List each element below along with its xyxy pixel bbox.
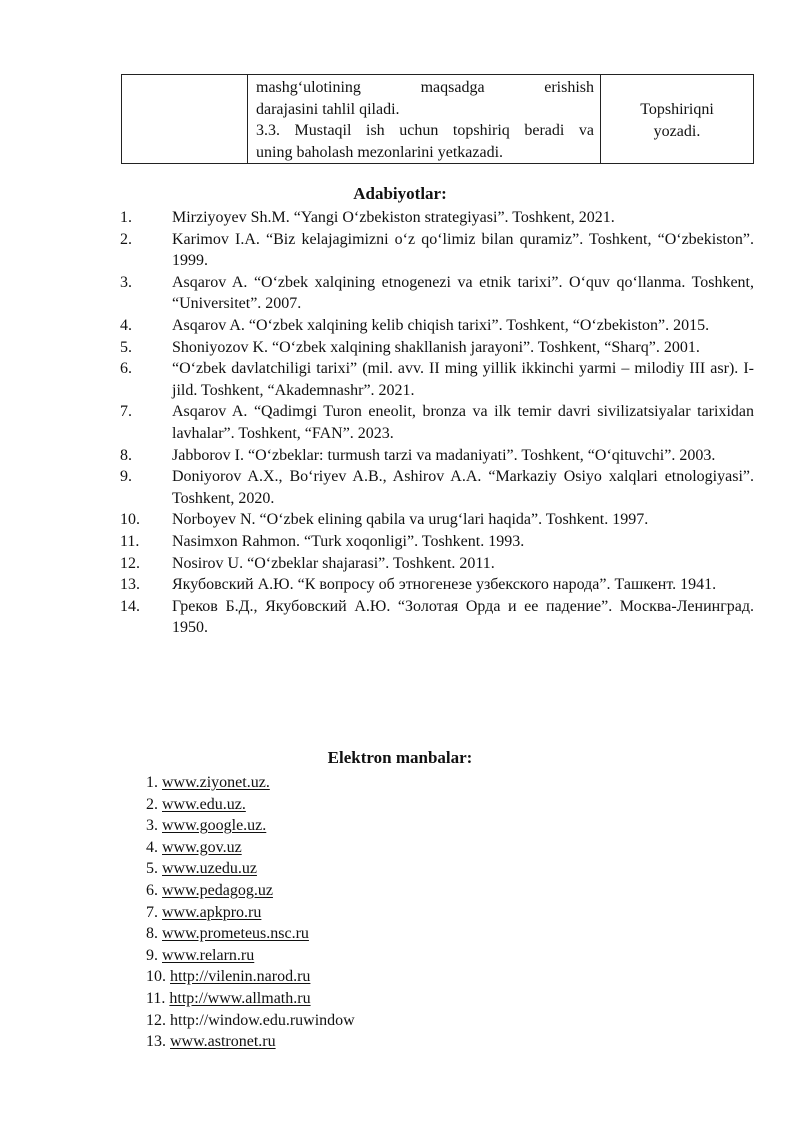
literature-item-number: 1.: [120, 209, 132, 226]
literature-item-text: Karimov I.A. “Biz kelajagimizni o‘z qo‘limiz bilan quramiz”. Toshkent, “O‘zbekiston”. 1999.: [172, 230, 754, 270]
electronic-source-number: 4.: [146, 838, 158, 856]
table-row: [122, 75, 754, 164]
electronic-source-number: 6.: [146, 881, 158, 899]
table-cell-action: [601, 75, 754, 164]
cell-line: 3.3. Mustaqil ish uchun topshiriq beradi va: [256, 122, 594, 139]
electronic-source-item: [146, 988, 355, 1010]
literature-item-number: 7.: [120, 403, 132, 421]
electronic-source-number: 5.: [146, 860, 158, 878]
electronic-source-number: 10.: [146, 968, 166, 986]
cell-line: darajasini tahlil qiladi.: [256, 100, 400, 118]
electronic-sources-heading: Elektron manbalar:: [327, 748, 473, 767]
cell-line: uning baholash mezonlarini yetkazadi.: [256, 143, 504, 161]
literature-item-number: 5.: [120, 338, 132, 356]
literature-item: [120, 553, 754, 575]
electronic-source-link[interactable]: www.prometeus.nsc.ru: [162, 925, 309, 943]
electronic-source-link[interactable]: www.edu.uz.: [162, 795, 246, 813]
literature-item-number: 13.: [120, 576, 140, 594]
electronic-source-link[interactable]: www.relarn.ru: [162, 946, 255, 964]
literature-item: [120, 315, 754, 337]
literature-item-text: Asqarov A. “O‘zbek xalqining kelib chiqish tarixi”. Toshkent, “O‘zbekiston”. 2015.: [172, 316, 710, 334]
electronic-source-item: [146, 772, 355, 794]
electronic-source-link[interactable]: www.pedagog.uz: [162, 881, 273, 899]
electronic-source-item: [146, 902, 355, 924]
literature-item: [120, 207, 754, 229]
literature-item-number: 14.: [120, 597, 140, 615]
electronic-source-link[interactable]: http://vilenin.narod.ru: [170, 968, 311, 986]
literature-item-number: 12.: [120, 554, 140, 572]
literature-item: [120, 229, 754, 272]
electronic-source-link[interactable]: www.ziyonet.uz.: [162, 774, 270, 791]
electronic-source-number: 7.: [146, 903, 158, 921]
electronic-source-number: 2.: [146, 795, 158, 813]
literature-item: [120, 509, 754, 531]
electronic-source-number: 11.: [146, 989, 166, 1007]
electronic-source-item: [146, 880, 355, 902]
electronic-source-item: [146, 837, 355, 859]
electronic-source-number: 8.: [146, 925, 158, 943]
literature-item-text: Nasimxon Rahmon. “Turk xoqonligi”. Toshkent. 1993.: [172, 532, 525, 550]
electronic-sources-list: [146, 772, 355, 1053]
literature-item-text: Asqarov A. “Qadimgi Turon eneolit, bronza va ilk temir davri sivilizatsiyalar tarixidan lavhalar”. Toshkent, “FAN”. 2023.: [172, 403, 754, 442]
literature-list: [120, 207, 754, 639]
electronic-source-link[interactable]: http://www.allmath.ru: [169, 989, 311, 1007]
literature-item: [120, 466, 754, 509]
electronic-source-number: 13.: [146, 1033, 166, 1051]
literature-item-number: 6.: [120, 360, 132, 378]
electronic-source-item: [146, 1010, 355, 1032]
literature-item-text: Греков Б.Д., Якубовский А.Ю. “Золотая Орда и ее падение”. Москва-Ленинград. 1950.: [172, 597, 754, 637]
literature-item-text: Якубовский А.Ю. “К вопросу об этногенезе узбекского народа”. Ташкент. 1941.: [172, 576, 717, 594]
literature-item: [120, 358, 754, 401]
literature-item-text: “O‘zbek davlatchiligi tarixi” (mil. avv. II ming yillik ikkinchi yarmi – milodiy III asr). I-jild. Toshkent, “Akademnashr”. 2021.: [172, 360, 754, 399]
literature-heading: Adabiyotlar:: [353, 184, 447, 203]
literature-item: [120, 531, 754, 553]
table-cell-description: [248, 75, 601, 164]
literature-item: [120, 401, 754, 444]
electronic-source-item: [146, 945, 355, 967]
table-cell-empty: [122, 75, 248, 164]
electronic-source-number: 1.: [146, 774, 158, 791]
electronic-source-number: 3.: [146, 817, 158, 835]
electronic-source-item: [146, 858, 355, 880]
literature-item-number: 3.: [120, 273, 132, 291]
literature-item: [120, 445, 754, 467]
literature-item-text: Asqarov A. “O‘zbek xalqining etnogenezi va etnik tarixi”. O‘quv qo‘llanma. Toshkent, “Universitet”. 2007.: [172, 273, 754, 313]
electronic-source-text: http://window.edu.ruwindow: [170, 1011, 355, 1029]
literature-item-number: 9.: [120, 468, 132, 486]
literature-item-number: 10.: [120, 511, 140, 529]
literature-item-text: Nosirov U. “O‘zbeklar shajarasi”. Toshkent. 2011.: [172, 554, 495, 572]
literature-item-number: 4.: [120, 316, 132, 334]
electronic-source-item: [146, 966, 355, 988]
literature-item: [120, 337, 754, 359]
electronic-source-link[interactable]: www.astronet.ru: [170, 1033, 276, 1051]
cell-line: yozadi.: [653, 123, 701, 140]
cell-line: mashg‘ulotining maqsadga erishish: [256, 79, 594, 96]
literature-item-text: Norboyev N. “O‘zbek elining qabila va urug‘lari haqida”. Toshkent. 1997.: [172, 511, 649, 529]
literature-item-text: Jabborov I. “O‘zbeklar: turmush tarzi va madaniyati”. Toshkent, “O‘qituvchi”. 2003.: [172, 446, 716, 464]
literature-item-text: Doniyorov A.X., Bo‘riyev A.B., Ashirov A.A. “Markaziy Osiyo xalqlari etnologiyasi”. Toshkent, 2020.: [172, 468, 754, 507]
electronic-source-item: [146, 923, 355, 945]
electronic-source-number: 9.: [146, 946, 158, 964]
electronic-source-link[interactable]: www.gov.uz: [162, 838, 242, 856]
literature-item: [120, 272, 754, 315]
literature-item-number: 8.: [120, 446, 132, 464]
electronic-source-link[interactable]: www.uzedu.uz: [162, 860, 257, 878]
electronic-source-item: [146, 815, 355, 837]
electronic-source-item: [146, 794, 355, 816]
electronic-source-link[interactable]: www.google.uz.: [162, 817, 267, 835]
tasks-table-fragment: [121, 74, 754, 164]
literature-item-number: 11.: [120, 532, 140, 550]
electronic-source-number: 12.: [146, 1011, 166, 1029]
literature-item-number: 2.: [120, 230, 132, 248]
literature-item-text: Shoniyozov K. “O‘zbek xalqining shakllanish jarayoni”. Toshkent, “Sharq”. 2001.: [172, 338, 700, 356]
electronic-source-link[interactable]: www.apkpro.ru: [162, 903, 262, 921]
literature-item: [120, 596, 754, 639]
literature-item-text: Mirziyoyev Sh.M. “Yangi O‘zbekiston strategiyasi”. Toshkent, 2021.: [172, 209, 615, 226]
literature-item: [120, 574, 754, 596]
electronic-source-item: [146, 1031, 355, 1053]
cell-line: Topshiriqni: [640, 101, 714, 118]
